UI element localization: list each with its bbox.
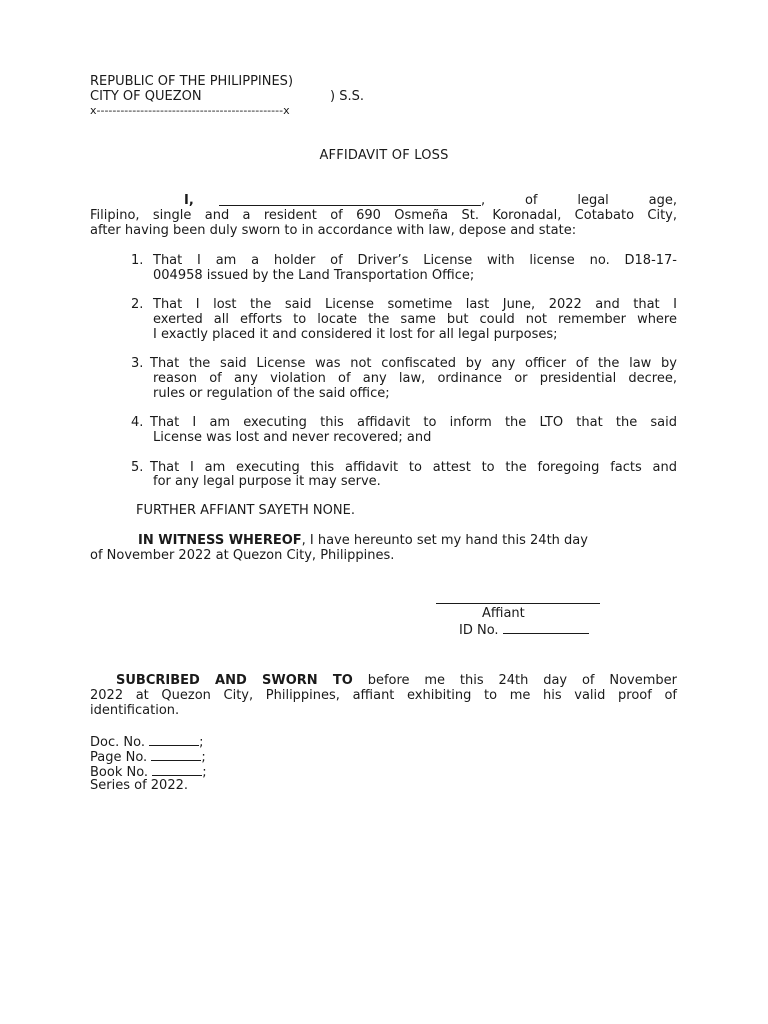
- item-3-line-1: That the said License was not confiscated by any officer of the law by: [150, 356, 677, 371]
- item-5-number: 5.: [131, 460, 144, 475]
- page-no-blank: [151, 748, 201, 761]
- book-no-suffix: ;: [202, 765, 207, 780]
- series-label: Series of 2022.: [90, 778, 188, 793]
- item-1-line-2: 004958 issued by the Land Transportation Office;: [153, 268, 475, 283]
- intro-line-3: after having been duly sworn to in accordance with law, depose and state:: [90, 223, 577, 238]
- intro-after-blank: , of legal age,: [481, 193, 677, 208]
- witness-line-2: of November 2022 at Quezon City, Philippines.: [90, 548, 395, 563]
- doc-no-suffix: ;: [199, 735, 204, 750]
- item-5-line-2: for any legal purpose it may serve.: [153, 474, 381, 489]
- item-5-line-1: That I am executing this affidavit to attest to the foregoing facts and: [150, 460, 677, 475]
- document-title: AFFIDAVIT OF LOSS: [319, 148, 449, 163]
- intro-first-line: [184, 193, 194, 208]
- jurat-bold: SUBCRIBED AND SWORN TO: [116, 673, 353, 688]
- item-3-line-2: reason of any violation of any law, ordinance or presidential decree,: [153, 371, 677, 386]
- item-3-line-3: rules or regulation of the said office;: [153, 386, 390, 401]
- name-blank-line: [219, 193, 481, 206]
- item-2-line-1: That I lost the said License sometime last June, 2022 and that I: [153, 297, 677, 312]
- jurat-line-1: [116, 673, 677, 688]
- witness-line-1: [138, 533, 588, 548]
- book-no-blank: [152, 763, 202, 776]
- id-no-label: ID No.: [459, 623, 499, 638]
- item-4-line-2: License was lost and never recovered; and: [153, 430, 432, 445]
- item-1-line-1: That I am a holder of Driver’s License with license no. D18-17-: [153, 253, 677, 268]
- id-no-blank: [503, 621, 589, 634]
- book-no-label: Book No.: [90, 765, 149, 780]
- item-2-line-3: I exactly placed it and considered it lost for all legal purposes;: [153, 327, 558, 342]
- id-no-row: [459, 621, 589, 638]
- witness-bold: IN WITNESS WHEREOF: [138, 533, 302, 548]
- jurat-rest: before me this 24th day of November: [352, 673, 677, 688]
- caption-ss: ) S.S.: [330, 89, 364, 104]
- caption-divider: x-----------------------------------------------x: [90, 104, 290, 117]
- jurat-line-2: 2022 at Quezon City, Philippines, affiant exhibiting to me his valid proof of: [90, 688, 677, 703]
- page-no-suffix: ;: [201, 750, 206, 765]
- item-1-number: 1.: [131, 253, 144, 268]
- intro-pronoun: I,: [184, 193, 194, 208]
- affiant-label: Affiant: [482, 606, 525, 621]
- witness-rest: , I have hereunto set my hand this 24th day: [301, 533, 588, 548]
- intro-line-2: Filipino, single and a resident of 690 Osmeña St. Koronadal, Cotabato City,: [90, 208, 677, 223]
- caption-republic: REPUBLIC OF THE PHILIPPINES): [90, 74, 294, 89]
- page-no-label: Page No.: [90, 750, 148, 765]
- item-4-line-1: That I am executing this affidavit to inform the LTO that the said: [150, 415, 677, 430]
- caption-city: CITY OF QUEZON: [90, 89, 202, 104]
- doc-no-label: Doc. No.: [90, 735, 145, 750]
- item-2-line-2: exerted all efforts to locate the same but could not remember where: [153, 312, 677, 327]
- item-4-number: 4.: [131, 415, 144, 430]
- doc-no-blank: [149, 733, 199, 746]
- jurat-line-3: identification.: [90, 703, 180, 718]
- signature-line: [436, 603, 600, 604]
- further-affiant: FURTHER AFFIANT SAYETH NONE.: [136, 503, 355, 518]
- item-3-number: 3.: [131, 356, 144, 371]
- item-2-number: 2.: [131, 297, 144, 312]
